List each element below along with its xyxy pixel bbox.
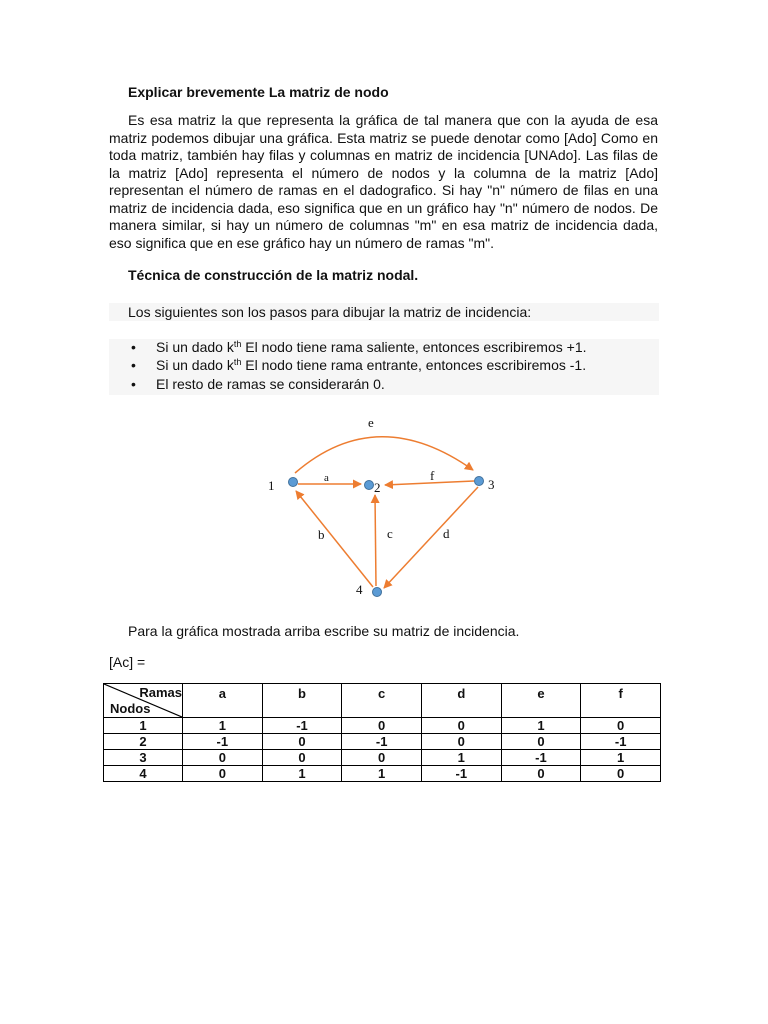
table-cell: 1 <box>262 766 342 782</box>
node-4 <box>373 588 382 597</box>
bullet-dot-icon: • <box>131 376 136 392</box>
table-cell: 0 <box>183 750 263 766</box>
incidence-graph <box>260 410 510 605</box>
branch-label-b: b <box>318 527 325 542</box>
node-3 <box>475 477 484 486</box>
table-row <box>104 750 661 766</box>
node-2 <box>365 481 374 490</box>
table-cell: 0 <box>501 734 581 750</box>
matrix-label: [Ac] = <box>109 654 146 670</box>
column-header: b <box>262 684 342 718</box>
bullet-list <box>109 339 659 395</box>
steps-intro-text: Los siguientes son los pasos para dibujar la matriz de incidencia: <box>128 304 532 320</box>
table-cell: 1 <box>581 750 661 766</box>
table-cell: 0 <box>421 718 501 734</box>
row-node-label: 2 <box>104 734 183 750</box>
table-cell: 0 <box>581 718 661 734</box>
bullet-text: Si un dado k <box>156 339 234 355</box>
table-row <box>104 718 661 734</box>
table-header-row <box>104 684 661 718</box>
table-cell: 0 <box>421 734 501 750</box>
table-cell: -1 <box>342 734 422 750</box>
edge-c <box>375 495 376 586</box>
column-header: d <box>421 684 501 718</box>
table-cell: 0 <box>262 750 342 766</box>
corner-label-ramas: Ramas <box>139 685 182 700</box>
column-header: a <box>183 684 263 718</box>
graph-edges <box>295 437 478 588</box>
table-cell: 0 <box>581 766 661 782</box>
edge-e <box>295 437 473 473</box>
table-cell: 1 <box>342 766 422 782</box>
table-cell: 0 <box>501 766 581 782</box>
table-cell: 0 <box>262 734 342 750</box>
corner-label-nodos: Nodos <box>110 701 151 716</box>
table-cell: -1 <box>581 734 661 750</box>
table-row <box>104 734 661 750</box>
edge-d <box>384 487 478 588</box>
matrix-prompt: Para la gráfica mostrada arriba escribe su matriz de incidencia. <box>128 623 520 639</box>
column-header: c <box>342 684 422 718</box>
table-cell: 0 <box>183 766 263 782</box>
steps-intro-box <box>109 303 659 321</box>
row-node-label: 4 <box>104 766 183 782</box>
bullet-text: El resto de ramas se considerarán 0. <box>156 376 385 392</box>
column-header: e <box>501 684 581 718</box>
branch-label-a: a <box>324 472 329 484</box>
table-cell: 1 <box>501 718 581 734</box>
section-heading-construction: Técnica de construcción de la matriz nodal. <box>128 267 419 283</box>
branch-label-f: f <box>430 468 435 483</box>
table-cell: -1 <box>421 766 501 782</box>
bullet-text: Si un dado k <box>156 357 234 373</box>
incidence-matrix-table <box>103 683 661 782</box>
table-cell: -1 <box>183 734 263 750</box>
bullet-text-rest: El nodo tiene rama entrante, entonces escribiremos -1. <box>241 357 587 373</box>
node-1 <box>289 478 298 487</box>
bullet-dot-icon: • <box>131 339 136 355</box>
table-cell: -1 <box>262 718 342 734</box>
edge-b <box>296 491 373 587</box>
table-cell: 0 <box>342 718 422 734</box>
bullet-superscript: th <box>233 357 242 367</box>
branch-label-d: d <box>443 526 450 541</box>
row-node-label: 1 <box>104 718 183 734</box>
section-heading-node-matrix: Explicar brevemente La matriz de nodo <box>128 84 389 100</box>
column-header: f <box>581 684 661 718</box>
table-cell: 1 <box>421 750 501 766</box>
bullet-dot-icon: • <box>131 357 136 373</box>
node-label-2: 2 <box>374 480 381 495</box>
table-row <box>104 766 661 782</box>
branch-label-c: c <box>387 526 393 541</box>
node-label-3: 3 <box>488 477 495 492</box>
node-label-4: 4 <box>356 582 363 597</box>
row-node-label: 3 <box>104 750 183 766</box>
table-cell: -1 <box>501 750 581 766</box>
bullet-text-rest: El nodo tiene rama saliente, entonces escribiremos +1. <box>241 339 587 355</box>
table-corner-cell <box>104 684 183 718</box>
table-cell: 0 <box>342 750 422 766</box>
intro-paragraph: Es esa matriz la que representa la gráfica de tal manera que con la ayuda de esa matriz podemos dibujar una gráfica. Esta matriz se puede denotar como [Ado] Como en toda matriz, también hay filas y columnas en matriz de incidencia [UNAdo]. Las filas de la matriz [Ado] representa el número de nodos y la columna de la matriz [Ado] representan el número de ramas en el dadografico. Si hay "n" número de filas en una matriz de incidencia dada, eso significa que en un gráfico hay "n" número de nodos. De manera similar, si hay un número de columnas "m" en esa matriz de incidencia dada, eso significa que en ese gráfico hay un número de ramas "m". <box>109 112 658 251</box>
bullet-superscript: th <box>233 339 242 349</box>
table-cell: 1 <box>183 718 263 734</box>
node-label-1: 1 <box>268 478 275 493</box>
branch-label-e: e <box>368 415 374 430</box>
